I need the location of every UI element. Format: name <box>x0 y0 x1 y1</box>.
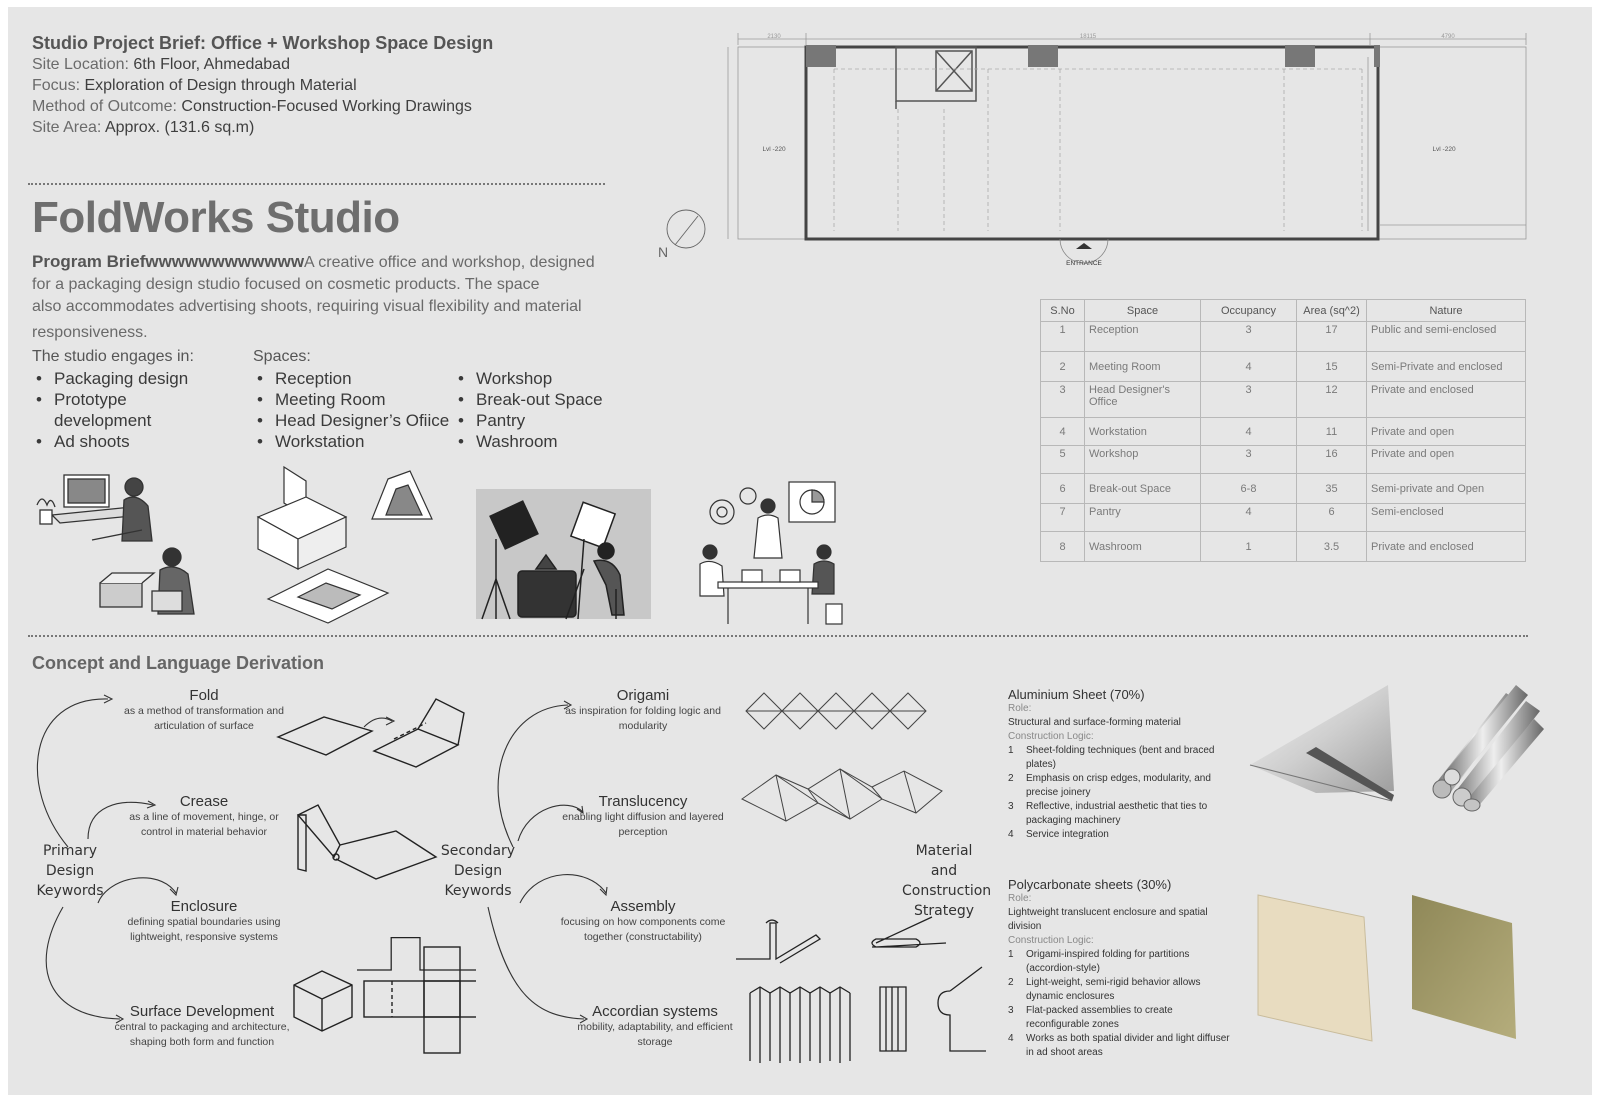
concept-heading: Concept and Language Derivation <box>32 653 325 673</box>
list-item: • Workshop <box>456 368 616 389</box>
office-illustration <box>32 465 222 625</box>
focus-value: Exploration of Design through Material <box>84 77 357 94</box>
table-cell: Reception <box>1085 322 1201 352</box>
keyword-fold <box>104 687 304 734</box>
point-text: Reflective, industrial aesthetic that ties to packaging machinery <box>1026 801 1208 826</box>
site-area-label: Site Area: <box>32 119 102 136</box>
entrance-label: ENTRANCE <box>1066 260 1102 267</box>
team-illustration <box>684 474 854 634</box>
keyword-sub: lightweight, responsive systems <box>130 931 278 943</box>
divider-middle <box>28 635 1528 637</box>
table-header: S.No <box>1041 300 1085 322</box>
material-role: Structural and surface-forming material <box>1008 717 1181 728</box>
project-brief <box>32 33 493 138</box>
keyword-sub: perception <box>618 826 668 838</box>
table-cell: 16 <box>1297 446 1367 474</box>
material-role-label: Role: <box>1008 703 1032 714</box>
polycarbonate-olive-image <box>1408 893 1528 1043</box>
table-cell: 3 <box>1201 382 1297 418</box>
table-cell: Break-out Space <box>1085 474 1201 504</box>
keyword-origami <box>548 687 738 734</box>
list-item: 3 Flat-packed assemblies to create reconfigurable zones <box>1008 1005 1173 1030</box>
table-cell: Semi-Private and enclosed <box>1367 352 1526 382</box>
list-item: • Workstation <box>255 431 455 452</box>
table-cell: 15 <box>1297 352 1367 382</box>
dim-label: 18115 <box>1079 34 1097 40</box>
list-item: • Head Designer’s Ofiice <box>255 410 455 431</box>
keyword-sub: control in material behavior <box>140 826 268 838</box>
method-label: Method of Outcome: <box>32 98 177 115</box>
keyword-sub: defining spatial boundaries using <box>127 916 281 928</box>
table-cell: 4 <box>1201 418 1297 446</box>
material-title: Aluminium Sheet (70%) <box>1008 687 1145 702</box>
table-row <box>1041 474 1526 504</box>
table-cell: Semi-enclosed <box>1367 504 1526 532</box>
material-polycarbonate <box>1008 877 1234 1060</box>
floor-plan <box>648 17 1538 287</box>
keyword-sub: mobility, adaptability, and efficient <box>577 1021 733 1033</box>
keyword-sub: shaping both form and function <box>129 1036 275 1048</box>
studio-name: FoldWorks Studio <box>32 193 400 242</box>
table-row <box>1041 418 1526 446</box>
table-cell: Workstation <box>1085 418 1201 446</box>
table-cell: 8 <box>1041 532 1085 562</box>
list-item: • Break-out Space <box>456 389 616 410</box>
program-heading: Program Briefwwwwwwwwwwww <box>32 252 305 271</box>
keyword-title: Crease <box>179 793 229 810</box>
keyword-enclosure <box>104 898 304 945</box>
point-text: Emphasis on crisp edges, modularity, and precise joinery <box>1026 773 1211 798</box>
list-item: 4 Service integration <box>1008 829 1109 840</box>
table-cell: 4 <box>1201 352 1297 382</box>
spaces-list-2 <box>456 368 616 452</box>
secondary-keywords-label <box>440 841 516 901</box>
table-cell: 5 <box>1041 446 1085 474</box>
table-cell: 12 <box>1297 382 1367 418</box>
table-cell: Washroom <box>1085 532 1201 562</box>
polycarbonate-cream-image <box>1254 893 1384 1043</box>
keyword-translucency <box>548 793 738 840</box>
dim-label: 2130 <box>767 34 781 40</box>
label-line: Primary <box>42 843 98 859</box>
list-item: 3 Reflective, industrial aesthetic that ties to packaging machinery <box>1008 801 1208 826</box>
list-item: 1 Origami-inspired folding for partitions (accordion-style) <box>1008 949 1190 974</box>
table-row <box>1041 446 1526 474</box>
keyword-title: Origami <box>616 687 670 704</box>
aluminium-rods-image <box>1416 683 1546 813</box>
point-text: Flat-packed assemblies to create reconfigurable zones <box>1026 1005 1173 1030</box>
label-line: Secondary <box>440 843 516 859</box>
table-cell: Private and open <box>1367 446 1526 474</box>
point-text: Origami-inspired folding for partitions (accordion-style) <box>1026 949 1190 974</box>
table-cell: Private and open <box>1367 418 1526 446</box>
table-cell: 35 <box>1297 474 1367 504</box>
keyword-sub: as a line of movement, hinge, or <box>129 811 279 823</box>
entrance-arrow-icon <box>1076 243 1092 249</box>
keyword-title: Accordian systems <box>592 1003 718 1020</box>
table-cell: Semi-private and Open <box>1367 474 1526 504</box>
point-text: Sheet-folding techniques (bent and braced plates) <box>1026 745 1215 770</box>
table-row <box>1041 532 1526 562</box>
spaces-heading: Spaces: <box>253 348 311 365</box>
material-logic-label: Construction Logic: <box>1008 935 1094 946</box>
list-item: • Washroom <box>456 431 616 452</box>
table-cell: Workshop <box>1085 446 1201 474</box>
primary-keywords-label <box>32 841 108 901</box>
label-line: Keywords <box>36 883 104 899</box>
program-table <box>1040 299 1526 562</box>
aluminium-sheet-image <box>1246 683 1406 813</box>
label-line: Material and <box>915 843 973 879</box>
compass-icon <box>667 210 705 248</box>
material-aluminium <box>1008 687 1234 842</box>
table-cell: 6 <box>1041 474 1085 504</box>
table-row <box>1041 322 1526 352</box>
level-left-label: Lvl -220 <box>762 146 786 153</box>
level-right-label: Lvl -220 <box>1432 146 1456 153</box>
table-row <box>1041 504 1526 532</box>
material-logic-label: Construction Logic: <box>1008 731 1094 742</box>
table-cell: Head Designer's Office <box>1085 382 1201 418</box>
keyword-title: Fold <box>189 687 219 704</box>
method-value: Construction-Focused Working Drawings <box>181 98 472 115</box>
table-header: Occupancy <box>1201 300 1297 322</box>
list-item: 1 Sheet-folding techniques (bent and braced plates) <box>1008 745 1215 770</box>
table-cell: Private and enclosed <box>1367 532 1526 562</box>
brief-title: Studio Project Brief: Office + Workshop Space Design <box>32 33 494 53</box>
list-item: • Packaging design <box>34 368 204 389</box>
keyword-sub: as inspiration for folding logic and <box>565 705 721 717</box>
label-line: Design <box>45 863 95 879</box>
table-cell: 17 <box>1297 322 1367 352</box>
table-cell: 3 <box>1201 322 1297 352</box>
label-line: Construction <box>902 883 992 899</box>
table-cell: 7 <box>1041 504 1085 532</box>
list-item: • Ad shoots <box>34 431 204 452</box>
list-item: 2 Emphasis on crisp edges, modularity, and precise joinery <box>1008 773 1211 798</box>
list-item: • Reception <box>255 368 455 389</box>
label-line: Design <box>453 863 503 879</box>
keyword-title: Surface Development <box>129 1003 275 1020</box>
program-text-3: also accommodates advertising shoots, requiring visual flexibility and material <box>32 298 582 315</box>
keyword-title: Enclosure <box>170 898 238 915</box>
table-cell: 11 <box>1297 418 1367 446</box>
material-strategy-label <box>902 841 992 921</box>
material-points <box>1008 744 1234 842</box>
keyword-sub: as a method of transformation and <box>124 705 284 717</box>
list-item: 2 Light-weight, semi-rigid behavior allows dynamic enclosures <box>1008 977 1201 1002</box>
keyword-crease <box>104 793 304 840</box>
north-label: N <box>658 244 669 260</box>
point-text: Service integration <box>1026 829 1109 840</box>
program-text-2: for a packaging design studio focused on cosmetic products. The space <box>32 276 540 293</box>
program-text-1: A creative office and workshop, designed <box>304 254 595 271</box>
table-cell: 6-8 <box>1201 474 1297 504</box>
point-text: Works as both spatial divider and light diffuser in ad shoot areas <box>1026 1033 1230 1058</box>
keyword-sub: articulation of surface <box>154 720 254 732</box>
table-header: Space <box>1085 300 1201 322</box>
board-sheet <box>8 7 1592 1095</box>
list-item: • Prototype development <box>34 389 204 431</box>
table-cell: Public and semi-enclosed <box>1367 322 1526 352</box>
table-cell: 3 <box>1041 382 1085 418</box>
packaging-illustration <box>248 459 438 624</box>
program-text-4: responsiveness. <box>32 324 148 341</box>
keyword-title: Assembly <box>610 898 676 915</box>
table-cell: 6 <box>1297 504 1367 532</box>
keyword-assembly <box>548 898 738 945</box>
keyword-sub: together (constructability) <box>584 931 702 943</box>
site-location-label: Site Location: <box>32 56 129 73</box>
focus-label: Focus: <box>32 77 81 94</box>
material-points <box>1008 948 1234 1060</box>
keyword-sub: focusing on how components come <box>560 916 726 928</box>
dim-label: 4790 <box>1441 34 1455 40</box>
site-area-value: Approx. (131.6 sq.m) <box>104 119 255 136</box>
list-item: • Meeting Room <box>255 389 455 410</box>
keyword-sub: central to packaging and architecture, <box>114 1021 290 1033</box>
material-role: Lightweight translucent enclosure and spatial division <box>1008 907 1208 932</box>
table-cell: 4 <box>1201 504 1297 532</box>
table-header: Nature <box>1367 300 1526 322</box>
table-cell: Private and enclosed <box>1367 382 1526 418</box>
table-cell: 3.5 <box>1297 532 1367 562</box>
table-row <box>1041 352 1526 382</box>
table-header: Area (sq^2) <box>1297 300 1367 322</box>
keyword-accordian-systems <box>560 1003 750 1050</box>
table-cell: Pantry <box>1085 504 1201 532</box>
point-text: Light-weight, semi-rigid behavior allows dynamic enclosures <box>1026 977 1201 1002</box>
list-item: 4 Works as both spatial divider and light diffuser in ad shoot areas <box>1008 1033 1230 1058</box>
engages-heading: The studio engages in: <box>32 348 194 365</box>
list-item: • Pantry <box>456 410 616 431</box>
divider-top <box>28 183 605 185</box>
material-role-label: Role: <box>1008 893 1032 904</box>
engages-list <box>34 368 204 452</box>
table-cell: 3 <box>1201 446 1297 474</box>
table-row <box>1041 382 1526 418</box>
material-title: Polycarbonate sheets (30%) <box>1008 877 1172 892</box>
label-line: Strategy <box>914 903 974 919</box>
keyword-sub: modularity <box>618 720 668 732</box>
site-location-value: 6th Floor, Ahmedabad <box>133 56 290 73</box>
table-cell: 1 <box>1201 532 1297 562</box>
keyword-title: Translucency <box>598 793 688 810</box>
keyword-sub: enabling light diffusion and layered <box>562 811 724 823</box>
keyword-sub: storage <box>637 1036 673 1048</box>
photo-shoot-illustration <box>466 479 656 629</box>
program-brief <box>32 251 612 344</box>
table-cell: Meeting Room <box>1085 352 1201 382</box>
spaces-list-1 <box>255 368 455 452</box>
table-cell: 4 <box>1041 418 1085 446</box>
table-cell: 1 <box>1041 322 1085 352</box>
label-line: Keywords <box>444 883 512 899</box>
table-cell: 2 <box>1041 352 1085 382</box>
